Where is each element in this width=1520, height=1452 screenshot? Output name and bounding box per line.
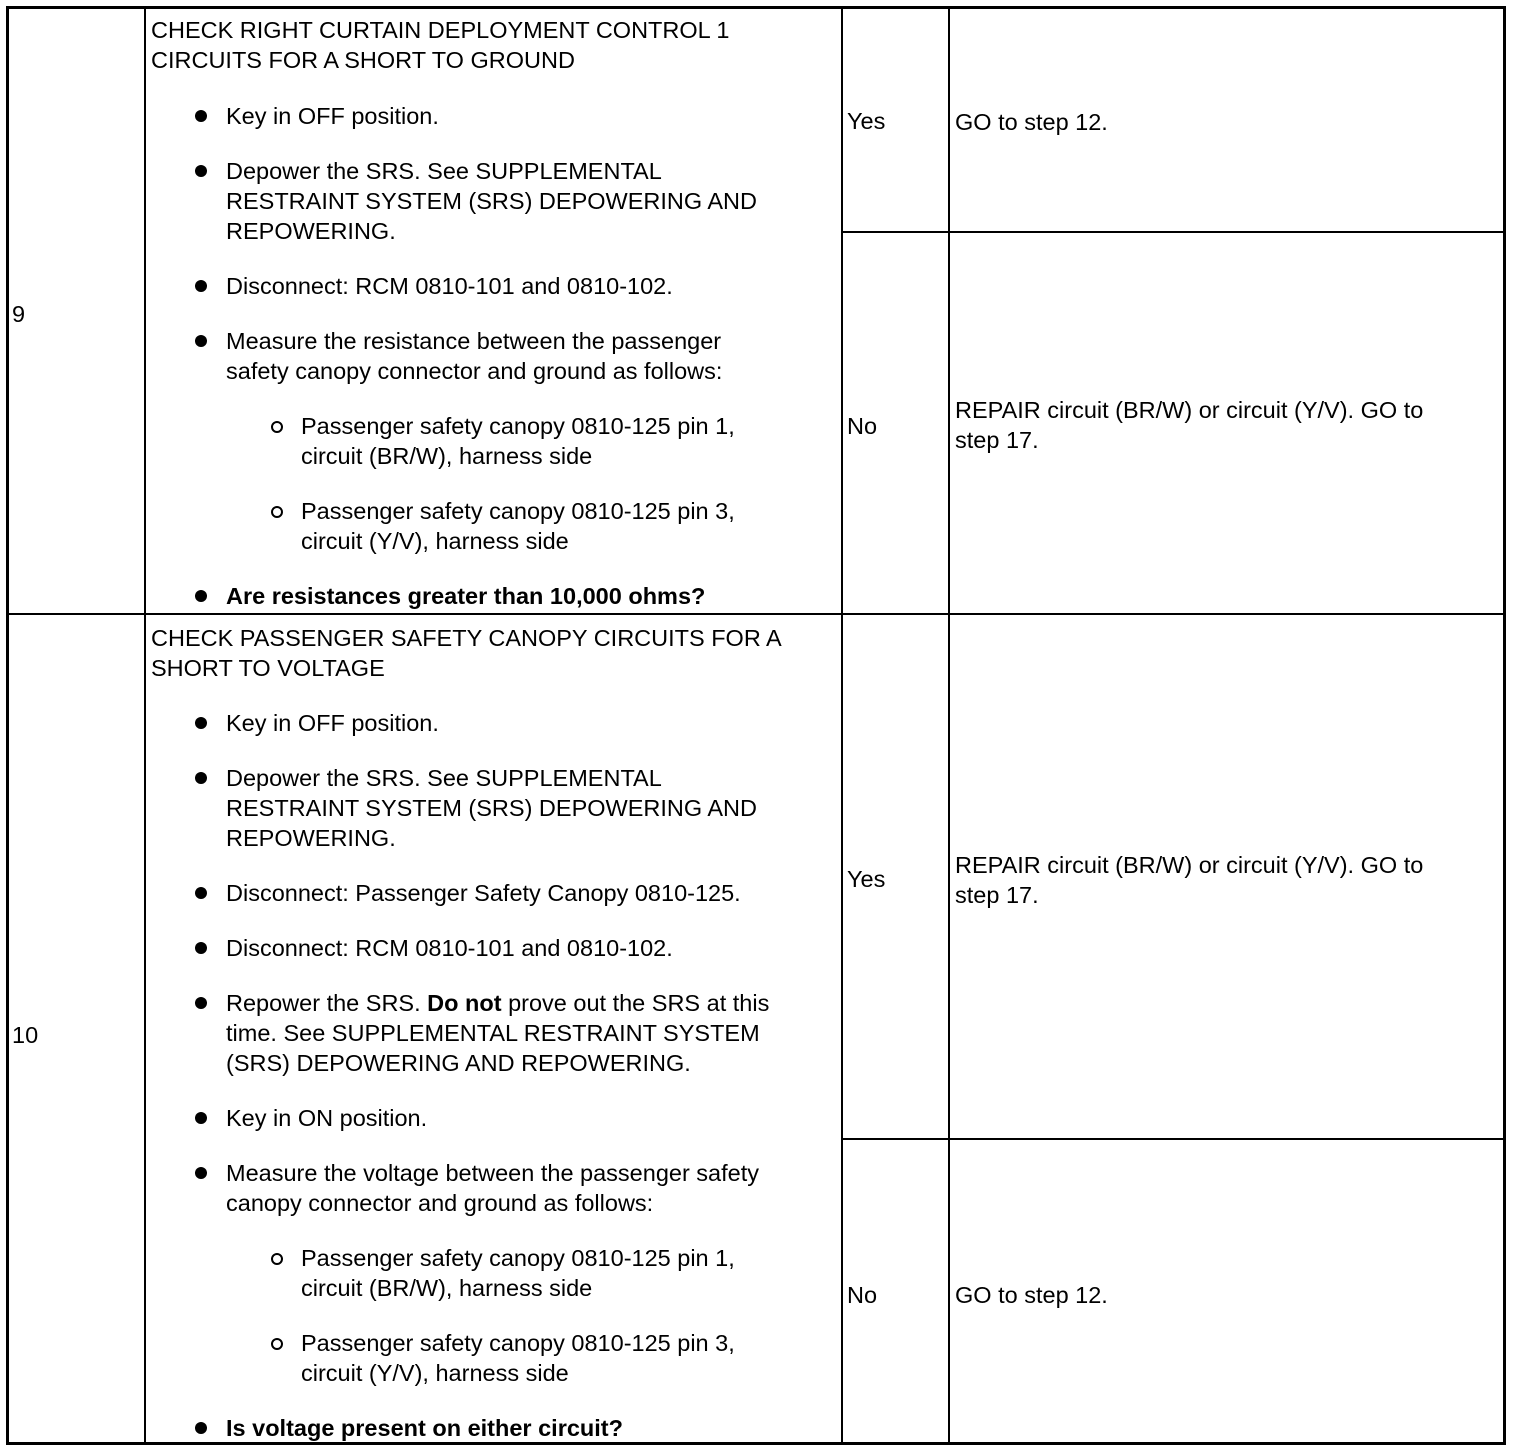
list-item: Key in OFF position. xyxy=(226,101,439,131)
step-title: CHECK RIGHT CURTAIN DEPLOYMENT CONTROL 1 CIRCUITS FOR A SHORT TO GROUND xyxy=(151,17,730,73)
row-divider xyxy=(9,613,1503,615)
emphasis-text: Do not xyxy=(427,990,502,1016)
list-item: Depower the SRS. See SUPPLEMENTAL RESTRAINT SYSTEM (SRS) DEPOWERING AND REPOWERING. xyxy=(226,763,757,853)
question-item: Are resistances greater than 10,000 ohms? xyxy=(226,581,705,611)
bullet-icon xyxy=(195,1112,207,1124)
list-item: Repower the SRS. Do not prove out the SRS at this time. See SUPPLEMENTAL RESTRAINT SYSTEM (SRS) DEPOWERING AND REPOWERING. xyxy=(226,988,769,1078)
list-item: Depower the SRS. See SUPPLEMENTAL RESTRAINT SYSTEM (SRS) DEPOWERING AND REPOWERING. xyxy=(226,156,757,246)
bullet-icon xyxy=(195,1422,207,1434)
bullet-icon xyxy=(195,997,207,1009)
bullet-icon xyxy=(195,110,207,122)
result-action: REPAIR circuit (BR/W) or circuit (Y/V). GO to step 17. xyxy=(955,852,1424,908)
bullet-icon xyxy=(195,942,207,954)
bullet-icon xyxy=(195,335,207,347)
step-title: CHECK PASSENGER SAFETY CANOPY CIRCUITS FOR A SHORT TO VOLTAGE xyxy=(151,625,782,681)
result-action: REPAIR circuit (BR/W) or circuit (Y/V). GO to step 17. xyxy=(955,397,1424,453)
list-item: Disconnect: Passenger Safety Canopy 0810-125. xyxy=(226,878,741,908)
sub-list-item: Passenger safety canopy 0810-125 pin 1, circuit (BR/W), harness side xyxy=(301,411,735,471)
bullet-icon xyxy=(195,165,207,177)
step-number: 10 xyxy=(12,1022,39,1048)
bullet-icon xyxy=(195,887,207,899)
question-item: Is voltage present on either circuit? xyxy=(226,1413,623,1443)
bullet-icon xyxy=(195,717,207,729)
result-action: GO to step 12. xyxy=(955,1282,1108,1308)
circle-bullet-icon xyxy=(271,421,283,433)
column-divider xyxy=(841,9,843,1442)
row-divider xyxy=(842,1138,1503,1140)
list-item: Disconnect: RCM 0810-101 and 0810-102. xyxy=(226,271,673,301)
result-answer: Yes xyxy=(847,108,886,134)
result-answer: No xyxy=(847,413,878,439)
circle-bullet-icon xyxy=(271,1338,283,1350)
column-divider xyxy=(144,9,146,1442)
bullet-icon xyxy=(195,1167,207,1179)
row-divider xyxy=(842,231,1503,233)
bullet-icon xyxy=(195,590,207,602)
list-item: Measure the voltage between the passenger safety canopy connector and ground as follows: xyxy=(226,1158,759,1218)
result-action: GO to step 12. xyxy=(955,109,1108,135)
circle-bullet-icon xyxy=(271,506,283,518)
diagnostic-table xyxy=(6,6,1506,1445)
sub-list-item: Passenger safety canopy 0810-125 pin 3, circuit (Y/V), harness side xyxy=(301,496,735,556)
list-item: Disconnect: RCM 0810-101 and 0810-102. xyxy=(226,933,673,963)
result-answer: No xyxy=(847,1282,878,1308)
bullet-icon xyxy=(195,280,207,292)
list-item: Key in OFF position. xyxy=(226,708,439,738)
column-divider xyxy=(948,9,950,1442)
sub-list-item: Passenger safety canopy 0810-125 pin 3, circuit (Y/V), harness side xyxy=(301,1328,735,1388)
list-item: Measure the resistance between the passenger safety canopy connector and ground as follows: xyxy=(226,326,722,386)
circle-bullet-icon xyxy=(271,1253,283,1265)
result-answer: Yes xyxy=(847,866,886,892)
bullet-icon xyxy=(195,772,207,784)
step-number: 9 xyxy=(12,301,26,327)
sub-list-item: Passenger safety canopy 0810-125 pin 1, circuit (BR/W), harness side xyxy=(301,1243,735,1303)
list-item: Key in ON position. xyxy=(226,1103,427,1133)
